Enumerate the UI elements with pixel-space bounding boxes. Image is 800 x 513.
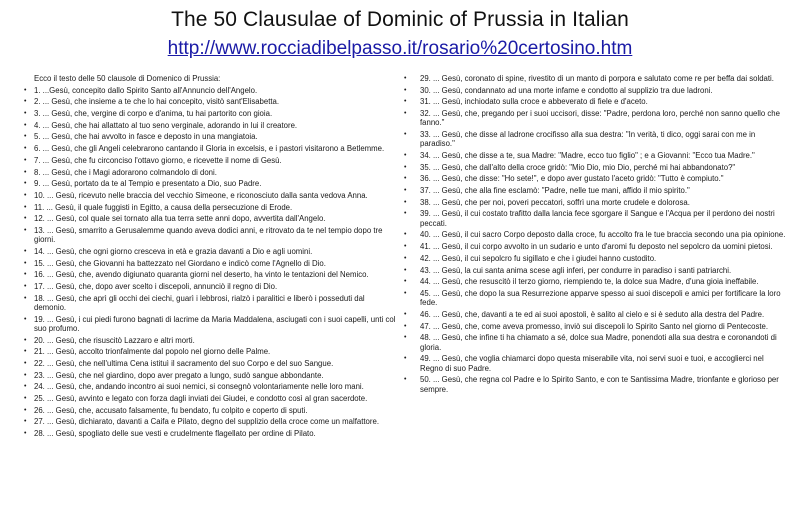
clausula-item: 33. ... Gesù, che disse al ladrone crocifisso alla sua destra: "In verità, ti dico, oggi sarai con me in paradiso." •: [404, 130, 756, 149]
bullet-icon: •: [404, 254, 407, 262]
clausula-item: 30. ... Gesù, condannato ad una morte infame e condotto al supplizio tra due ladroni. •: [404, 85, 713, 95]
clausula-item: • 5. ... Gesù, che hai avvolto in fasce e deposto in una mangiatoia.: [34, 132, 398, 141]
clausula-item: • 13. ... Gesù, smarrito a Gerusalemme quando aveva dodici anni, e ritrovato da te nel tempio dopo tre giorni.: [34, 226, 398, 245]
clausula-item: • 25. ... Gesù, avvinto e legato con forza dagli inviati dei Giudei, e condotto così al gran sacerdote.: [34, 394, 398, 403]
clausula-item: • 24. ... Gesù, che, andando incontro ai suoi nemici, si consegnò volontariamente nelle loro mani.: [34, 382, 398, 391]
bullet-icon: •: [404, 110, 407, 118]
intro-text: Ecco il testo delle 50 clausole di Domenico di Prussia:: [34, 74, 221, 83]
bullet-icon: •: [404, 310, 407, 318]
clausula-item: 50. ... Gesù, che regna col Padre e lo Spirito Santo, e con te Santissima Madre, trionfante e glorioso per sempre. •: [404, 375, 779, 394]
clausula-item: • 10. ... Gesù, ricevuto nelle braccia del vecchio Simeone, e riconosciuto dalla santa vedova Anna.: [34, 191, 398, 200]
clausula-item: 32. ... Gesù, che, pregando per i suoi uccisori, disse: "Padre, perdona loro, perché non sanno quello che fanno." •: [404, 109, 780, 128]
clausula-item: • 21. ... Gesù, accolto trionfalmente dal popolo nel giorno delle Palme.: [34, 347, 398, 356]
bullet-icon: •: [404, 131, 407, 139]
bullet-icon: •: [404, 152, 407, 160]
clausula-item: • 11. ... Gesù, il quale fuggisti in Egitto, a causa della persecuzione di Erode.: [34, 203, 398, 212]
bullet-icon: •: [404, 376, 407, 384]
bullet-icon: •: [404, 86, 407, 94]
clausula-item: 48. ... Gesù, che infine ti ha chiamato a sé, dolce sua Madre, ponendoti alla sua destra e coronandoti di gloria. •: [404, 333, 777, 352]
clausula-item: 46. ... Gesù, che, davanti a te ed ai suoi apostoli, è salito al cielo e si è seduto alla destra del Padre. •: [404, 309, 765, 319]
clausula-item: 44. ... Gesù, che resuscitò il terzo giorno, riempiendo te, la dolce sua Madre, d'una gioia ineffabile. •: [404, 277, 759, 287]
source-link[interactable]: http://www.rocciadibelpasso.it/rosario%20certosino.htm: [167, 38, 633, 59]
left-column: [34, 74, 398, 441]
clausula-item: 38. ... Gesù, che per noi, poveri peccatori, soffrì una morte crudele e dolorosa. •: [404, 197, 690, 207]
bullet-icon: •: [404, 289, 407, 297]
clausula-item: • 8. ... Gesù, che i Magi adorarono colmandolo di doni.: [34, 168, 398, 177]
clausula-item: • 2. ... Gesù, che insieme a te che lo hai concepito, visitò sant'Elisabetta.: [34, 97, 398, 106]
clausula-item: • 14. ... Gesù, che ogni giorno cresceva in età e grazia davanti a Dio e agli uomini.: [34, 247, 398, 256]
clausula-item: • 12. ... Gesù, col quale sei tornato alla tua terra sette anni dopo, avvertita dall'Angelo.: [34, 214, 398, 223]
clausula-item: 45. ... Gesù, che dopo la sua Resurrezione apparve spesso ai suoi discepoli e amici per fortificare la loro fede. •: [404, 288, 781, 308]
clausula-item: • 17. ... Gesù, che, dopo aver scelto i discepoli, annunciò il regno di Dio.: [34, 282, 398, 291]
bullet-icon: •: [404, 266, 407, 274]
bullet-icon: •: [404, 355, 407, 363]
bullet-icon: •: [404, 278, 407, 286]
right-column: [404, 74, 788, 396]
clausula-item: • 28. ... Gesù, spogliato delle sue vesti e crudelmente flagellato per ordine di Pilato.: [34, 429, 398, 438]
bullet-icon: •: [404, 175, 407, 183]
clausula-item: 40. ... Gesù, il cui sacro Corpo deposto dalla croce, fu accolto fra le tue braccia secondo una pia opinione. •: [404, 230, 786, 240]
bullet-icon: •: [404, 163, 407, 171]
clausula-item: • 15. ... Gesù, che Giovanni ha battezzato nel Giordano e indicò come l'Agnello di Dio.: [34, 259, 398, 268]
clausula-item: • 9. ... Gesù, portato da te al Tempio e presentato a Dio, suo Padre.: [34, 179, 398, 188]
clausula-item: 35. ... Gesù, che dall'alto della croce gridò: "Mio Dio, mio Dio, perché mi hai abbandonato?" •: [404, 162, 736, 172]
clausula-item: • 16. ... Gesù, che, avendo digiunato quaranta giorni nel deserto, ha vinto le tentazioni del Nemico.: [34, 270, 398, 279]
clausula-item: • 7. ... Gesù, che fu circonciso l'ottavo giorno, e ricevette il nome di Gesù.: [34, 156, 398, 165]
clausula-item: 42. ... Gesù, il cui sepolcro fu sigillato e che i giudei hanno custodito. •: [404, 253, 657, 263]
clausula-item: 49. ... Gesù, che voglia chiamarci dopo questa miserabile vita, noi servi suoi e tuoi, e accoglierci nel Regno di suo Padre. •: [404, 354, 764, 373]
clausula-item: • 3. ... Gesù, che, vergine di corpo e d'anima, tu hai partorito con gioia.: [34, 109, 398, 118]
clausula-item: 37. ... Gesù, che alla fine esclamò: "Padre, nelle tue mani, affido il mio spirito." •: [404, 186, 690, 196]
clausula-item: 34. ... Gesù, che disse a te, sua Madre: "Madre, ecco tuo figlio" ; e a Giovanni: "Ecco tua Madre." •: [404, 151, 755, 161]
clausula-item: 47. ... Gesù, che, come aveva promesso, inviò sui discepoli lo Spirito Santo nel giorno di Pentecoste. •: [404, 321, 769, 331]
clausula-item: • 26. ... Gesù, che, accusato falsamente, fu bendato, fu colpito e coperto di sputi.: [34, 406, 398, 415]
clausula-item: 36. ... Gesù, che disse: "Ho sete!", e dopo aver gustato l'aceto gridò: "Tutto è compiuto." •: [404, 174, 724, 184]
clausula-item: 39. ... Gesù, il cui costato trafitto dalla lancia fece sgorgare il Sangue e l'Acqua per il perdono dei nostri peccati. •: [404, 209, 775, 228]
clausula-item: • 22. ... Gesù, che nell'ultima Cena istituì il sacramento del suo Corpo e del suo Sangue.: [34, 359, 398, 368]
bullet-icon: •: [404, 198, 407, 206]
clausula-item: • 27. ... Gesù, dichiarato, davanti a Caifa e Pilato, degno del supplizio della croce come un malfattore.: [34, 417, 398, 426]
bullet-icon: •: [404, 210, 407, 218]
clausula-item: 43. ... Gesù, la cui santa anima scese agli inferi, per condurre in paradiso i santi patriarchi. •: [404, 265, 732, 275]
clausula-item: 41. ... Gesù, il cui corpo avvolto in un sudario e unto d'aromi fu deposto nel sepolcro da uomini pietosi. •: [404, 242, 773, 252]
clausula-item: • 6. ... Gesù, che gli Angeli celebrarono cantando il Gloria in excelsis, e i pastori visitarono a Betlemme.: [34, 144, 398, 153]
clausula-item: • 19. ... Gesù, i cui piedi furono bagnati di lacrime da Maria Maddalena, asciugati con i suoi capelli, unti col suo profumo.: [34, 315, 398, 334]
clausula-item: • 23. ... Gesù, che nel giardino, dopo aver pregato a lungo, sudò sangue abbondante.: [34, 371, 398, 380]
clausula-item: • 1. ...Gesù, concepito dallo Spirito Santo all'Annuncio dell'Angelo.: [34, 86, 398, 95]
page-title: The 50 Clausulae of Dominic of Prussia in Italian: [171, 8, 629, 31]
bullet-icon: •: [404, 98, 407, 106]
bullet-icon: •: [404, 243, 407, 251]
bullet-icon: •: [404, 231, 407, 239]
clausula-item: • 18. ... Gesù, che aprì gli occhi dei ciechi, guarì i lebbrosi, rialzò i paralitici e liberò i posseduti dal demonio.: [34, 294, 398, 313]
clausula-item: 31. ... Gesù, inchiodato sulla croce e abbeverato di fiele e d'aceto. •: [404, 97, 648, 107]
clausula-item: 29. ... Gesù, coronato di spine, rivestito di un manto di porpora e salutato come re per beffa dai soldati. •: [404, 74, 774, 83]
bullet-icon: •: [404, 75, 407, 82]
clausula-item: • 20. ... Gesù, che risuscitò Lazzaro e altri morti.: [34, 336, 398, 345]
clausula-item: • 4. ... Gesù, che hai allattato al tuo seno verginale, adorando in lui il creatore.: [34, 121, 398, 130]
bullet-icon: •: [404, 322, 407, 330]
bullet-icon: •: [404, 334, 407, 342]
bullet-icon: •: [404, 187, 407, 195]
